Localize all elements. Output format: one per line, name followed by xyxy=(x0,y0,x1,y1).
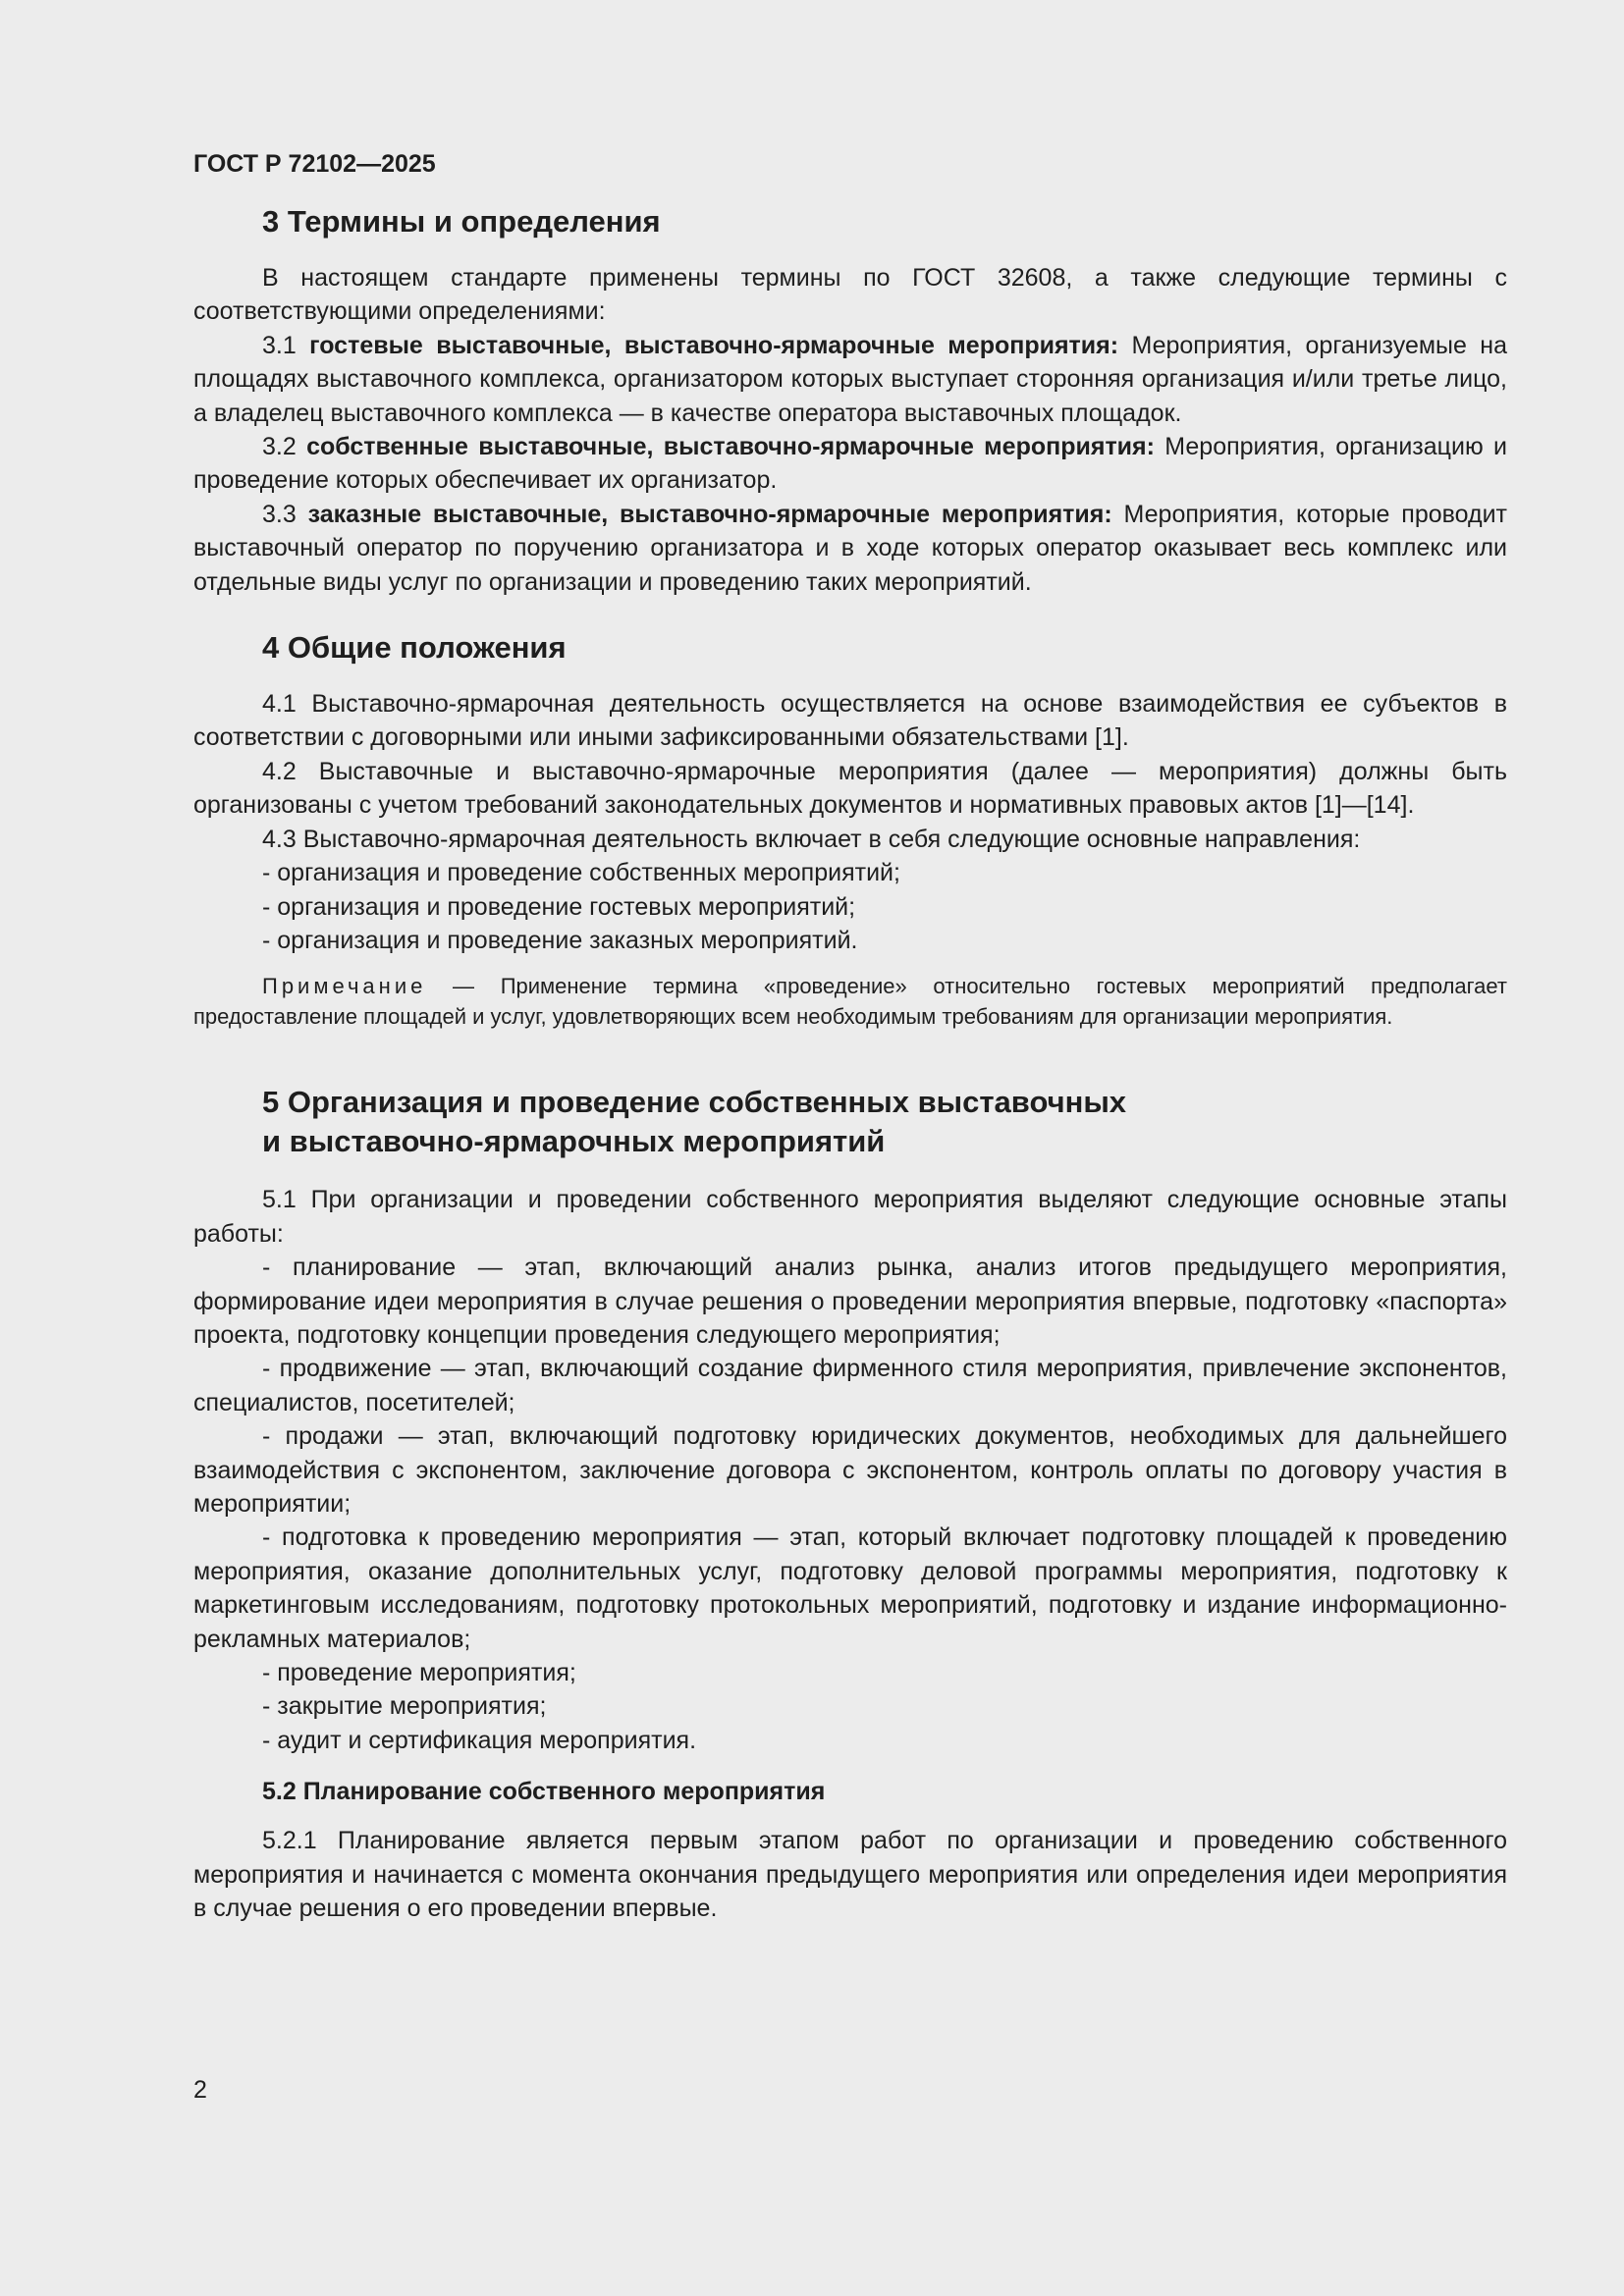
term-3-2 xyxy=(193,430,1507,498)
list-item: - организация и проведение гостевых мероприятий; xyxy=(262,892,856,921)
term-number: 3.1 xyxy=(262,331,310,359)
page-number: 2 xyxy=(193,2076,207,2104)
section-3-title: 3 Термины и определения xyxy=(262,204,661,239)
list-item: - подготовка к проведению мероприятия — этап, который включает подготовку площадей к проведению мероприятия, оказание дополнительных услуг, подготовку деловой программы мероприятия, подготовку к маркетинговым исследованиям, подготовку протокольных мероприятий, подготовку и издание информационно-рекламных материалов; xyxy=(193,1523,1507,1653)
list-item: - закрытие мероприятия; xyxy=(262,1692,547,1721)
term-definition: Мероприятия, организацию и проведение которых обеспечивает их организатор. xyxy=(193,433,1507,495)
paragraph-4-3: 4.3 Выставочно-ярмарочная деятельность включает в себя следующие основные направления: xyxy=(262,825,1361,853)
list-item: - проведение мероприятия; xyxy=(262,1659,576,1686)
note xyxy=(193,971,1507,1032)
section-5-title xyxy=(262,1083,1507,1161)
list-item: - планирование — этап, включающий анализ рынка, анализ итогов предыдущего мероприятия, формирование идеи мероприятия в случае решения о проведении мероприятия впервые, подготовку «паспорта» проекта, подготовку концепции проведения следующего мероприятия; xyxy=(193,1254,1507,1349)
section-4-title: 4 Общие положения xyxy=(262,630,567,666)
paragraph-4-1: 4.1 Выставочно-ярмарочная деятельность осуществляется на основе взаимодействия ее субъектов в соответствии с договорными или иными зафиксированными обязательствами [1]. xyxy=(193,690,1507,752)
paragraph-4-2: 4.2 Выставочные и выставочно-ярмарочные мероприятия (далее — мероприятия) должны быть организованы с учетом требований законодательных документов и нормативных правовых актов [1]—[14]. xyxy=(193,757,1507,820)
subsection-5-2-title: 5.2 Планирование собственного мероприятия xyxy=(262,1778,826,1806)
term-name: гостевые выставочные, выставочно-ярмарочные мероприятия: xyxy=(309,331,1119,359)
document-code-header: ГОСТ Р 72102—2025 xyxy=(193,150,436,178)
term-number: 3.3 xyxy=(262,500,308,528)
section-5-title-line1: 5 Организация и проведение собственных выставочных xyxy=(262,1085,1127,1120)
document-page xyxy=(193,147,1507,1925)
paragraph-5-1: 5.1 При организации и проведении собственного мероприятия выделяют следующие основные этапы работы: xyxy=(193,1186,1507,1248)
term-definition: Мероприятия, которые проводит выставочный оператор по поручению организатора и в ходе которых оператор оказывает весь комплекс или отдельные виды услуг по организации и проведению таких мероприятий. xyxy=(193,500,1507,596)
note-label: Примечание xyxy=(262,974,427,999)
term-name: заказные выставочные, выставочно-ярмарочные мероприятия: xyxy=(307,500,1112,528)
term-3-1 xyxy=(193,329,1507,430)
section-5-title-line2: и выставочно-ярмарочных мероприятий xyxy=(262,1124,886,1159)
list-item: - организация и проведение собственных мероприятий; xyxy=(262,859,900,887)
list-item: - продвижение — этап, включающий создание фирменного стиля мероприятия, привлечение экспонентов, специалистов, посетителей; xyxy=(193,1355,1507,1416)
list-item: - аудит и сертификация мероприятия. xyxy=(262,1726,697,1754)
term-3-3 xyxy=(193,498,1507,599)
paragraph-5-2-1: 5.2.1 Планирование является первым этапом работ по организации и проведению собственного мероприятия и начинается с момента окончания предыдущего мероприятия или определения идеи мероприятия в случае решения о его проведении впервые. xyxy=(193,1827,1507,1923)
list-item: - продажи — этап, включающий подготовку юридических документов, необходимых для дальнейшего взаимодействия с экспонентом, заключение договора с экспонентом, контроль оплаты по договору участия в мероприятии; xyxy=(193,1422,1507,1518)
section-3-intro: В настоящем стандарте применены термины по ГОСТ 32608, а также следующие термины с соответствующими определениями: xyxy=(193,264,1507,326)
list-item: - организация и проведение заказных мероприятий. xyxy=(262,926,858,954)
term-name: собственные выставочные, выставочно-ярмарочные мероприятия: xyxy=(306,433,1155,461)
note-text: — Применение термина «проведение» относительно гостевых мероприятий предполагает предоставление площадей и услуг, удовлетворяющих всем необходимым требованиям для организации мероприятия. xyxy=(193,974,1507,1030)
term-number: 3.2 xyxy=(262,433,307,461)
term-definition: Мероприятия, организуемые на площадях выставочного комплекса, организатором которых выступает сторонняя организация и/или третье лицо, а владелец выставочного комплекса — в качестве оператора выставочных площадок. xyxy=(193,331,1508,427)
